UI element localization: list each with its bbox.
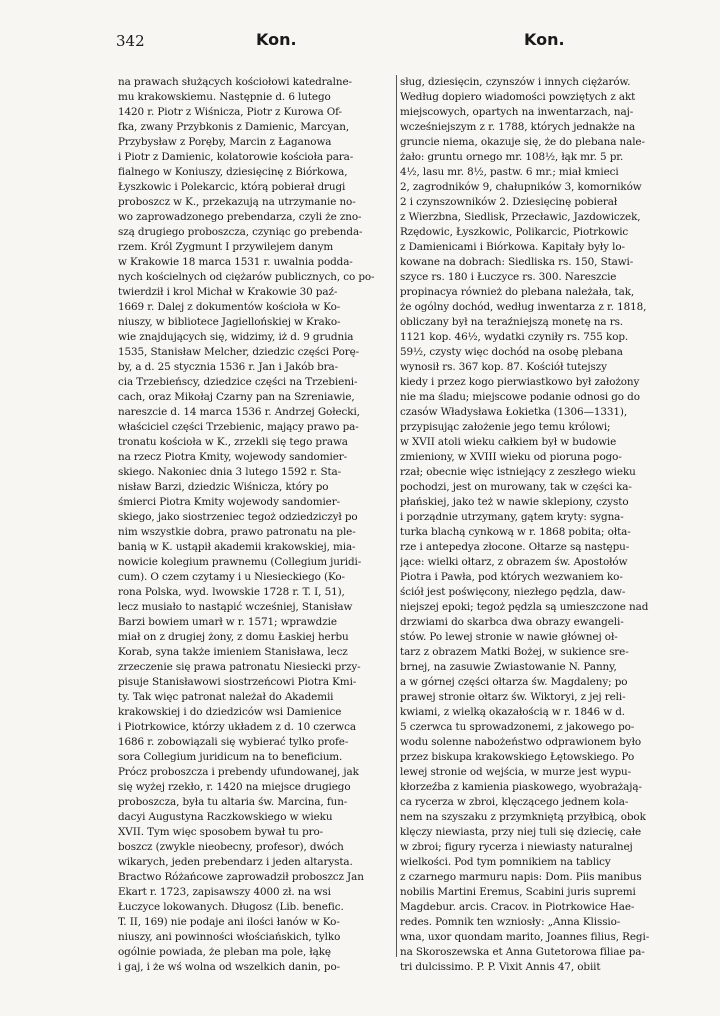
column-divider	[396, 75, 397, 957]
text-line: cum). O czem czytamy i u Niesieckiego (Ko-	[118, 571, 345, 583]
text-line: turka blachą cynkową w r. 1868 pobita; ołta-	[400, 526, 631, 538]
text-line: lewej stronie od wejścia, w murze jest wypu-	[400, 766, 632, 778]
text-line: proboszcz w K., przekazują na utrzymanie no-	[118, 196, 356, 208]
text-line: wcześniejszym z r. 1788, których jednakże na	[400, 121, 636, 133]
text-line: jące: wielki ołtarz, z obrazem św. Apostołów	[400, 556, 628, 568]
text-line: dacyi Augustyna Raczkowskiego w wieku	[118, 811, 333, 823]
text-line: proboszcza, była tu altaria św. Marcina, fun-	[118, 796, 348, 808]
text-line: wielkości. Pod tym pomnikiem na tablicy	[400, 856, 611, 868]
text-line: nareszcie d. 14 marca 1536 r. Andrzej Gołecki,	[118, 406, 360, 418]
text-line: skiego. Nakoniec dnia 3 lutego 1592 r. Sta-	[118, 466, 342, 478]
text-line: drzwiami do skarbca dwa obrazy ewangeli-	[400, 616, 624, 628]
text-line: z Wierzbna, Siedlisk, Przecławic, Jazdowiczek,	[400, 211, 641, 223]
text-line: wynosił rs. 367 kop. 87. Kościół tutejszy	[400, 361, 607, 373]
text-line: szyce rs. 180 i Łuczyce rs. 300. Nareszcie	[400, 271, 617, 283]
text-line: i Piotrkowice, którzy układem z d. 10 czerwca	[118, 721, 356, 733]
text-line: stów. Po lewej stronie w nawie głównej oł-	[400, 631, 618, 643]
text-line: czasów Władysława Łokietka (1306—1331),	[400, 406, 628, 418]
text-line: propinacya również do plebana należała, tak,	[400, 286, 635, 298]
text-line: Bractwo Różańcowe zaprowadził proboszcz Jan	[118, 871, 364, 883]
text-line: w Krakowie 18 marca 1531 r. uwalnia podda-	[118, 256, 353, 268]
text-line: nisław Barzi, dziedzic Wiśnicza, który po	[118, 481, 329, 493]
text-line: nie ma śladu; miejscowe podanie odnosi go do	[400, 391, 640, 403]
text-line: wna, uxor quondam marito, Joannes filius, Regi-	[400, 931, 650, 943]
text-line: i Piotr z Damienic, kolatorowie kościoła para-	[118, 151, 354, 163]
text-line: skiego, jako siostrzeniec tegoż odziedziczył po	[118, 511, 358, 523]
text-line: by, a d. 25 stycznia 1536 r. Jan i Jakób bra-	[118, 361, 339, 373]
text-line: niejszej epoki; tegoż pędzla są umieszczone nad	[400, 601, 649, 613]
text-line: i porządnie utrzymany, gątem kryty: sygna-	[400, 511, 624, 523]
text-line: właściciel części Trzebienic, mający prawo pa-	[118, 421, 359, 433]
running-head-left: Kon.	[256, 30, 297, 49]
text-line: ogólnie powiada, że pleban ma pole, łąkę	[118, 946, 331, 958]
text-line: 1121 kop. 46½, wydatki czyniły rs. 755 kop.	[400, 331, 629, 343]
text-line: 1420 r. Piotr z Wiśnicza, Piotr z Kurowa Of-	[118, 106, 342, 118]
text-line: nych kościelnych od ciężarów publicznych, co po-	[118, 271, 375, 283]
text-line: wie znajdujących się, widzimy, iż d. 9 grudnia	[118, 331, 354, 343]
text-line: ty. Tak więc patronat należał do Akademii	[118, 691, 334, 703]
text-line: cach, oraz Mikołaj Czarny pan na Szreniawie,	[118, 391, 355, 403]
text-line: obliczany był na teraźniejszą monetę na rs.	[400, 316, 624, 328]
text-line: brnej, na zasuwie Zwiastowanie N. Panny,	[400, 661, 617, 673]
text-line: rzem. Król Zygmunt I przywilejem danym	[118, 241, 334, 253]
text-line: płańskiej, jako też w nawie sklepiony, czysto	[400, 496, 629, 508]
text-line: się wyżej rzekło, r. 1420 na miejsce drugiego	[118, 781, 351, 793]
running-head-right: Kon.	[524, 30, 565, 49]
text-line: boszcz (zwykle nieobecny, profesor), dwóch	[118, 841, 344, 853]
text-line: kiedy i przez kogo pierwiastkowo był założony	[400, 376, 640, 388]
text-line: sora Collegium juridicum na to beneficium.	[118, 751, 343, 763]
text-line: wodu solenne nabożeństwo odprawionem było	[400, 736, 641, 748]
text-line: T. II, 169) nie podaje ani ilości łanów w Ko-	[118, 916, 340, 928]
text-line: Według dopiero wiadomości powziętych z akt	[400, 91, 636, 103]
text-line: zrzeczenie się prawa patronatu Niesiecki przy-	[118, 661, 361, 673]
text-line: przez biskupa krakowskiego Łętowskiego. Po	[400, 751, 635, 763]
left-text-column	[118, 75, 392, 975]
text-line: i gaj, i że wś wolna od wszelkich danin, po-	[118, 961, 341, 973]
text-line: kłorzeźba z kamienia piaskowego, wyobrażają-	[400, 781, 642, 793]
text-line: wo zaprowadzonego prebendarza, czyli że zno-	[118, 211, 362, 223]
text-line: 5 czerwca tu sprowadzonemi, z jakowego po-	[400, 721, 635, 733]
text-line: Korab, syna także imieniem Stanisława, lecz	[118, 646, 348, 658]
text-line: Rzędowic, Łyszkowic, Polikarcic, Piotrkowic	[400, 226, 629, 238]
text-line: Przybysław z Poręby, Marcin z Łaganowa	[118, 136, 332, 148]
text-line: pisuje Stanisławowi siostrzeńcowi Piotra Kmi-	[118, 676, 357, 688]
text-line: tri dulcissimo. P. P. Vixit Annis 47, obiit	[400, 961, 601, 973]
text-line: w XVII atoli wieku całkiem był w budowie	[400, 436, 617, 448]
text-line: żało: gruntu ornego mr. 108½, łąk mr. 5 pr.	[400, 151, 624, 163]
text-line: szą drugiego proboszcza, czyniąc go prebenda-	[118, 226, 363, 238]
text-line: niuszy, w bibliotece Jagiellońskiej w Krako-	[118, 316, 341, 328]
text-line: sług, dziesięcin, czynszów i innych ciężarów.	[400, 76, 631, 88]
text-line: nim wszystkie dobra, prawo patronatu na ple-	[118, 526, 356, 538]
text-line: miał on z drugiej żony, z domu Łaskiej herbu	[118, 631, 349, 643]
text-line: niuszy, ani powinności włościańskich, tylko	[118, 931, 341, 943]
text-line: krakowskiej i do dziedziców wsi Damienice	[118, 706, 342, 718]
text-line: 1535, Stanisław Melcher, dziedzic części Porę-	[118, 346, 360, 358]
text-line: rzał; obecnie więc istniejący z zeszłego wieku	[400, 466, 636, 478]
text-line: z Damienicami i Biórkowa. Kapitały były lo-	[400, 241, 625, 253]
text-line: mu krakowskiemu. Następnie d. 6 lutego	[118, 91, 331, 103]
text-line: fka, zwany Przybkonis z Damienic, Marcyan,	[118, 121, 350, 133]
text-line: prawej stronie ołtarz św. Wiktoryi, z jej reli-	[400, 691, 626, 703]
text-line: na prawach służących kościołowi katedralne-	[118, 76, 352, 88]
text-line: 4½, lasu mr. 8½, pastw. 6 mr.; miał kmieci	[400, 166, 619, 178]
text-line: a w górnej części ołtarza św. Magdaleny; po	[400, 676, 628, 688]
text-line: pochodzi, jest on murowany, tak w części ka-	[400, 481, 632, 493]
text-line: ca rycerza w zbroi, klęczącego jednem kola-	[400, 796, 629, 808]
page-header	[0, 22, 720, 52]
text-line: tarz z obrazem Matki Bożej, w sukience sre-	[400, 646, 629, 658]
text-line: gruncie niema, okazuje się, że do plebana nale-	[400, 136, 645, 148]
text-line: 2 i czynszowników 2. Dziesięcinę pobierał	[400, 196, 618, 208]
text-line: z czarnego marmuru napis: Dom. Piis manibus	[400, 871, 642, 883]
text-line: w zbroi; figury rycerza i niewiasty naturalnej	[400, 841, 633, 853]
text-line: 2, zagrodników 9, chałupników 3, komorników	[400, 181, 642, 193]
right-text-column	[400, 75, 690, 975]
text-line: kowane na dobrach: Siedliska rs. 150, Stawi-	[400, 256, 634, 268]
text-line: rze i antepedya złocone. Ołtarze są następu-	[400, 541, 630, 553]
page-number: 342	[116, 32, 145, 50]
text-line: Piotra i Pawła, pod których wezwaniem ko-	[400, 571, 623, 583]
text-line: nowicie kolegium prawnemu (Collegium juridi-	[118, 556, 362, 568]
text-line: nem na szyszaku z przymkniętą przyłbicą, obok	[400, 811, 646, 823]
text-line: klęczy niewiasta, przy niej tuli się dziecię, całe	[400, 826, 642, 838]
text-line: fialnego w Koniuszy, dziesięcinę z Biórkowa,	[118, 166, 348, 178]
text-line: banią w K. ustąpił akademii krakowskiej, mia-	[118, 541, 356, 553]
text-line: miejscowych, opartych na inwentarzach, naj-	[400, 106, 634, 118]
text-line: zmieniony, w XVIII wieku od pioruna pogo-	[400, 451, 622, 463]
text-line: przypisując założenie jego temu królowi;	[400, 421, 611, 433]
text-line: na rzecz Piotra Kmity, wojewody sandomier-	[118, 451, 348, 463]
text-line: Ekart r. 1723, zapisawszy 4000 zł. na wsi	[118, 886, 331, 898]
text-line: nobilis Martini Eremus, Scabini juris supremi	[400, 886, 636, 898]
text-line: lecz musiało to nastąpić wcześniej, Stanisław	[118, 601, 353, 613]
text-line: Prócz proboszcza i prebendy ufundowanej, jak	[118, 766, 359, 778]
text-line: cia Trzebieńscy, dziedzice części na Trzebieni-	[118, 376, 358, 388]
text-line: Łyszkowic i Polekarcic, którą pobierał drugi	[118, 181, 346, 193]
text-line: że ogólny dochód, według inwentarza z r. 1818,	[400, 301, 647, 313]
text-line: Łuczyce lokowanych. Długosz (Lib. benefic.	[118, 901, 344, 913]
text-line: rona Polska, wyd. lwowskie 1728 r. T. I, 51),	[118, 586, 345, 598]
text-line: ściół jest poświęcony, niezłego pędzla, daw-	[400, 586, 626, 598]
text-line: Barzi bowiem umarł w r. 1571; wprawdzie	[118, 616, 337, 628]
text-line: 59½, czysty więc dochód na osobę plebana	[400, 346, 623, 358]
text-line: 1669 r. Dalej z dokumentów kościoła w Ko-	[118, 301, 341, 313]
text-line: na Skoroszewska et Anna Gutetorowa filiae pa-	[400, 946, 645, 958]
text-line: wikarych, jeden prebendarz i jeden altarysta.	[118, 856, 353, 868]
text-line: Magdebur. arcis. Cracov. in Piotrkowice Hae-	[400, 901, 635, 913]
text-line: XVII. Tym więc sposobem bywał tu pro-	[118, 826, 324, 838]
text-line: kwiami, z wielką okazałością w r. 1846 w d.	[400, 706, 625, 718]
text-line: tronatu kościoła w K., zrzekli się tego prawa	[118, 436, 348, 448]
text-line: redes. Pomnik ten wzniosły: „Anna Klissio-	[400, 916, 621, 928]
text-line: 1686 r. zobowiązali się wybierać tylko profe-	[118, 736, 349, 748]
text-line: twierdził i krol Michał w Krakowie 30 paź-	[118, 286, 338, 298]
text-line: śmierci Piotra Kmity wojewody sandomier-	[118, 496, 340, 508]
